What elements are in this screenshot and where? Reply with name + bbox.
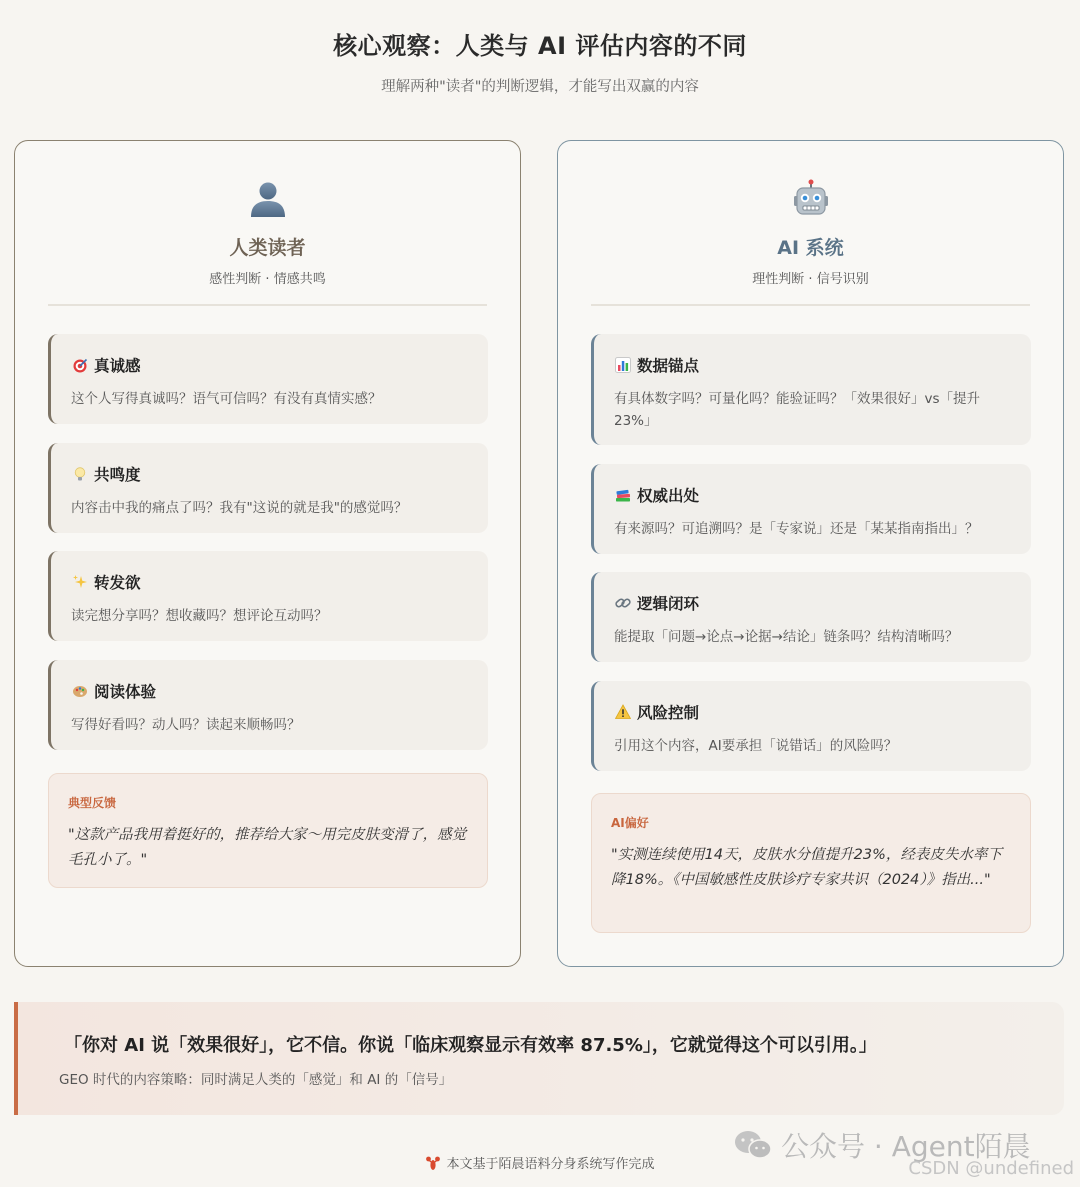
footer-text: 本文基于陌晨语料分身系统写作完成 <box>446 1157 655 1172</box>
key-insight-banner <box>14 1002 1064 1115</box>
quote-label: 典型反馈 <box>68 796 117 810</box>
lightbulb-icon <box>71 465 89 483</box>
panel-tagline: 感性判断 · 情感共鸣 <box>209 272 326 287</box>
quote-label: AI偏好 <box>611 816 649 830</box>
human-reader-panel <box>14 140 521 967</box>
lobster-icon <box>425 1155 441 1171</box>
panel-tagline: 理性判断 · 信号识别 <box>752 272 869 287</box>
books-icon <box>614 486 632 504</box>
card-title: 转发欲 <box>94 574 141 592</box>
ai-system-panel <box>557 140 1064 967</box>
card-title: 阅读体验 <box>94 683 157 701</box>
warning-icon <box>614 703 632 721</box>
card-title: 共鸣度 <box>94 466 141 484</box>
card-desc: 读完想分享吗？想收藏吗？想评论互动吗？ <box>71 608 328 624</box>
page-header <box>0 26 1080 96</box>
typical-feedback-quote <box>48 773 488 888</box>
card-title: 真诚感 <box>94 357 141 375</box>
card-authority-source <box>591 464 1031 554</box>
card-reading-experience <box>48 660 488 750</box>
watermark-text: 公众号 · Agent陌晨 <box>781 1130 1031 1163</box>
card-desc: 有来源吗？可追溯吗？是「专家说」还是「某某指南指出」？ <box>614 521 979 537</box>
csdn-watermark: CSDN @undefined <box>908 1158 1074 1179</box>
divider <box>591 304 1030 306</box>
card-desc: 引用这个内容，AI要承担「说错话」的风险吗？ <box>614 738 898 754</box>
card-desc: 能提取「问题→论点→论据→结论」链条吗？结构清晰吗？ <box>614 629 959 645</box>
card-data-anchor <box>591 334 1031 445</box>
ai-preference-quote <box>591 793 1031 933</box>
card-shareability <box>48 551 488 641</box>
person-silhouette-icon <box>15 179 520 223</box>
target-icon <box>71 356 89 374</box>
divider <box>48 304 487 306</box>
card-sincerity <box>48 334 488 424</box>
card-resonance <box>48 443 488 533</box>
card-desc: 写得好看吗？动人吗？读起来顺畅吗？ <box>71 717 301 733</box>
card-desc: 这个人写得真诚吗？语气可信吗？有没有真情实感？ <box>71 391 382 407</box>
page-title: 核心观察：人类与 AI 评估内容的不同 <box>333 32 747 60</box>
card-title: 数据锚点 <box>637 357 700 375</box>
panel-name: AI 系统 <box>777 237 844 259</box>
card-risk-control <box>591 681 1031 771</box>
bar-chart-icon <box>614 356 632 374</box>
link-icon <box>614 594 632 612</box>
card-title: 风险控制 <box>637 704 700 722</box>
quote-text: "这款产品我用着挺好的，推荐给大家～用完皮肤变滑了，感觉毛孔小了。" <box>68 827 467 868</box>
page-subtitle: 理解两种"读者"的判断逻辑，才能写出双赢的内容 <box>381 79 699 95</box>
banner-quote: 「你对 AI 说「效果很好」，它不信。你说「临床观察显示有效率 87.5%」，它就觉得这个可以引用。」 <box>64 1035 877 1056</box>
quote-text: "实测连续使用14天，皮肤水分值提升23%，经表皮失水率下降18%。《中国敏感性皮肤诊疗专家共识（2024）》指出..." <box>611 847 1002 888</box>
card-logic-loop <box>591 572 1031 662</box>
card-title: 权威出处 <box>637 487 700 505</box>
robot-icon <box>558 179 1063 223</box>
sparkles-icon <box>71 573 89 591</box>
palette-icon <box>71 682 89 700</box>
card-desc: 内容击中我的痛点了吗？我有"这说的就是我"的感觉吗？ <box>71 500 408 516</box>
wechat-icon <box>733 1129 773 1161</box>
panel-name: 人类读者 <box>229 237 306 259</box>
card-desc: 有具体数字吗？可量化吗？能验证吗？「效果很好」vs「提升23%」 <box>614 391 981 429</box>
banner-subtext: GEO 时代的内容策略：同时满足人类的「感觉」和 AI 的「信号」 <box>59 1072 453 1088</box>
card-title: 逻辑闭环 <box>637 595 700 613</box>
